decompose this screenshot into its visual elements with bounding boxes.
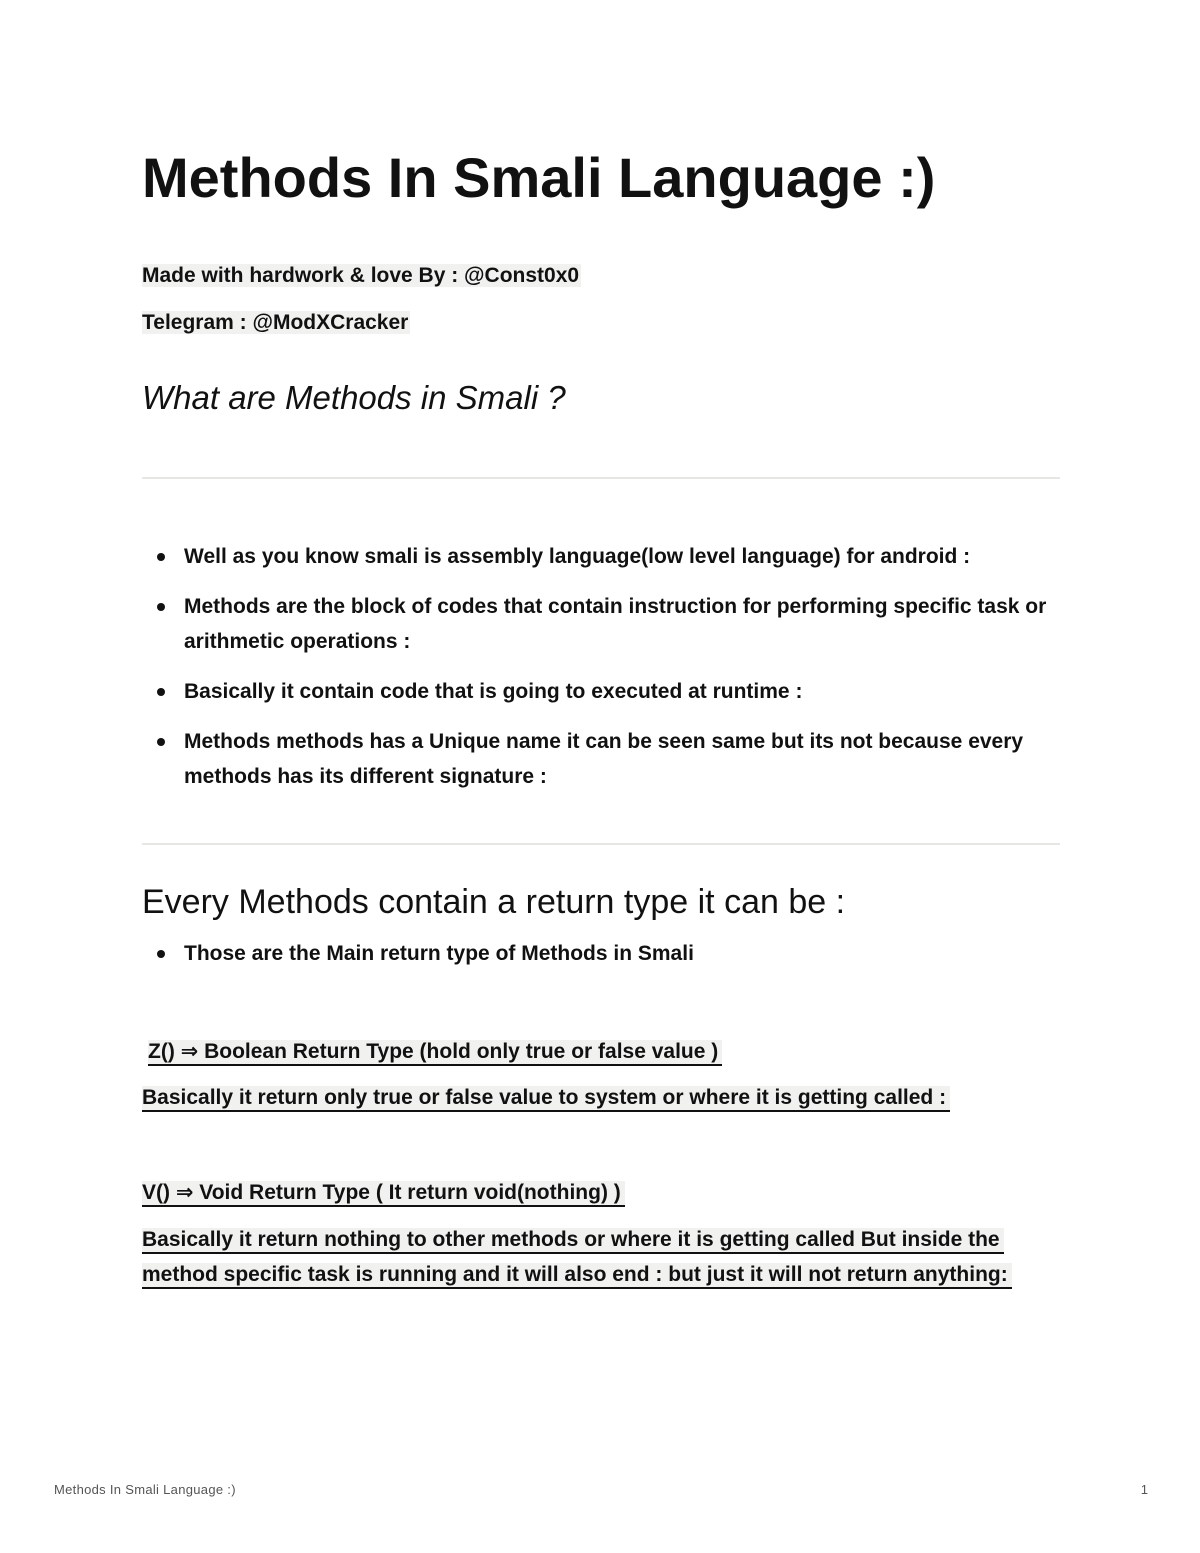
list-item-text: Those are the Main return type of Methods in Smali: [184, 942, 694, 965]
bullet-icon: [157, 738, 165, 746]
void-return-type-description-text: Basically it return nothing to other methods or where it is getting called But inside the method specific task is running and it will also end : but just it will not return anything:: [142, 1228, 1012, 1289]
author-line-text: Made with hardwork & love By : @Const0x0: [142, 264, 580, 287]
telegram-line: [142, 308, 410, 338]
intro-bullet-list: [142, 539, 1060, 809]
page-title: Methods In Smali Language :): [142, 146, 936, 209]
boolean-return-type-description: [142, 1080, 1060, 1115]
void-return-type-heading: [142, 1175, 1060, 1210]
list-item-text: Well as you know smali is assembly language(low level language) for android :: [184, 545, 971, 568]
divider: [142, 843, 1060, 845]
bullet-icon: [157, 950, 165, 958]
void-return-type-description: [142, 1222, 1060, 1292]
bullet-icon: [157, 603, 165, 611]
section-subtitle: What are Methods in Smali ?: [142, 379, 566, 416]
telegram-line-text: Telegram : @ModXCracker: [142, 311, 409, 334]
boolean-return-type-heading: [142, 1034, 1066, 1069]
list-item: [142, 674, 1060, 709]
list-item: [142, 589, 1060, 659]
author-line: [142, 261, 581, 291]
list-item: [142, 724, 1060, 794]
list-item-text: Methods are the block of codes that contain instruction for performing specific task or arithmetic operations :: [184, 595, 1047, 653]
footer-title: Methods In Smali Language :): [54, 1482, 236, 1497]
list-item-text: Methods methods has a Unique name it can be seen same but its not because every methods has its different signature :: [184, 730, 1024, 788]
list-item-text: Basically it contain code that is going to executed at runtime :: [184, 680, 803, 703]
bullet-icon: [157, 553, 165, 561]
boolean-return-type-description-text: Basically it return only true or false value to system or where it is getting called :: [142, 1086, 950, 1112]
list-item: [142, 539, 1060, 574]
page-number: 1: [1140, 1482, 1148, 1497]
divider: [142, 477, 1060, 479]
list-item: [142, 936, 1060, 971]
boolean-return-type-heading-text: Z() ⇒ Boolean Return Type (hold only true or false value ): [148, 1040, 722, 1066]
section-heading: Every Methods contain a return type it can be :: [142, 883, 846, 921]
section-bullet-list: [142, 936, 1060, 971]
void-return-type-heading-text: V() ⇒ Void Return Type ( It return void(nothing) ): [142, 1181, 625, 1207]
bullet-icon: [157, 688, 165, 696]
